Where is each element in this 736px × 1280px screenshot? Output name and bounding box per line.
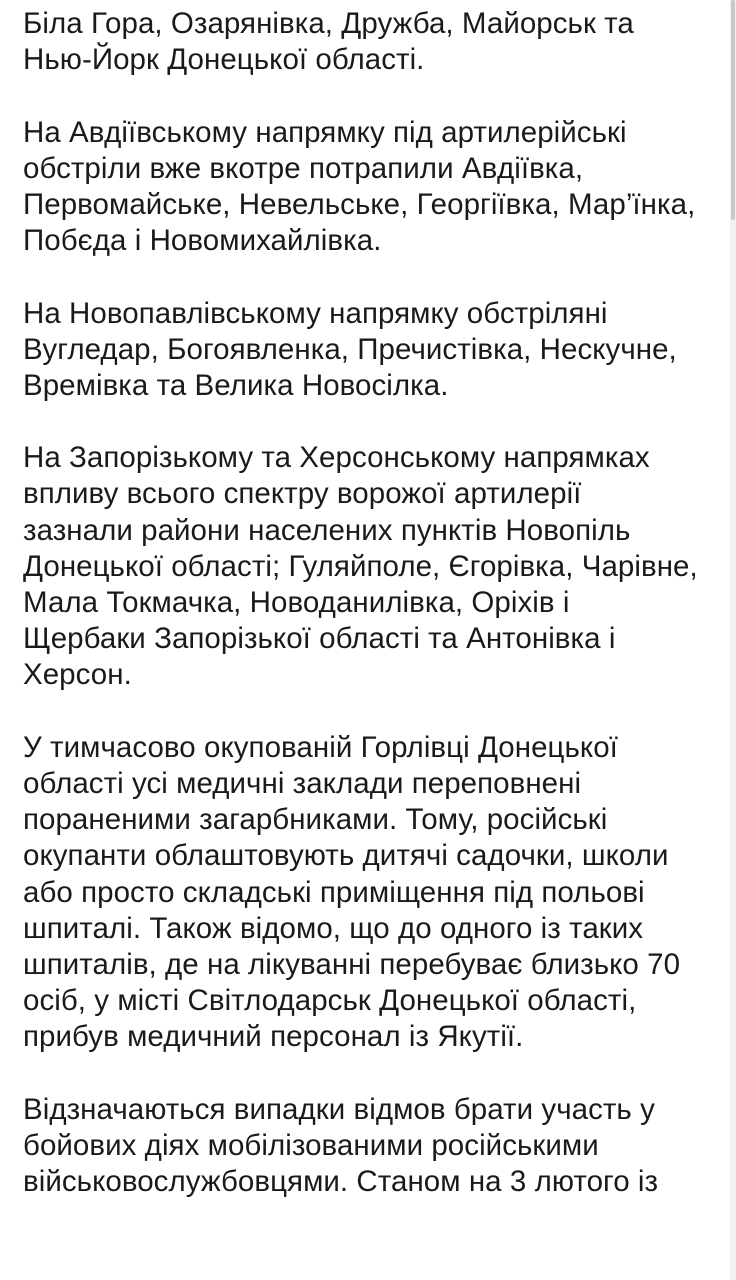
- text-line: Донецької області; Гуляйполе, Єгорівка, Чарівне,: [23, 549, 698, 583]
- text-line: Нью-Йорк Донецької області.: [23, 43, 425, 77]
- text-line: впливу всього спектру ворожої артилерії: [23, 477, 582, 511]
- scrollbar-thumb[interactable]: [731, 0, 735, 220]
- text-line: шпиталі. Також відомо, що до одного із таких: [23, 911, 644, 945]
- paragraph-horlivka-hospitals: [23, 730, 731, 1056]
- text-line: зазнали райони населених пунктів Новопіль: [23, 513, 631, 547]
- text-line: шпиталів, де на лікуванні перебуває близько 70: [23, 947, 681, 981]
- text-line: У тимчасово окупованій Горлівці Донецької: [23, 730, 618, 764]
- text-line: На Запорізькому та Херсонському напрямках: [23, 441, 650, 475]
- text-line: Мала Токмачка, Новоданилівка, Оріхів і: [23, 586, 570, 619]
- paragraph-zaporizhzhia-kherson-directions: [23, 440, 731, 693]
- paragraph-avdiivka-direction: [23, 115, 731, 260]
- text-line: військовослужбовцями. Станом на 3 лютого із: [23, 1165, 659, 1198]
- text-line: Відзначаються випадки відмов брати участь у: [23, 1092, 655, 1126]
- paragraph-donetsk-villages: [23, 6, 731, 78]
- paragraph-refusals: [23, 1092, 731, 1201]
- text-line: На Новопавлівському напрямку обстріляні: [23, 296, 608, 330]
- text-line: Щербаки Запорізької області та Антонівка і: [23, 622, 616, 656]
- text-line: осіб, у місті Світлодарськ Донецької області,: [23, 984, 637, 1018]
- text-line: пораненими загарбниками. Тому, російські: [23, 803, 608, 837]
- text-line: обстріли вже вкотре потрапили Авдіївка,: [23, 151, 584, 185]
- text-line: Побєда і Новомихайлівка.: [23, 224, 382, 258]
- text-line: області усі медичні заклади переповнені: [23, 766, 582, 800]
- text-line: Первомайське, Невельське, Георгіївка, Мар’їнка,: [23, 187, 696, 221]
- paragraph-novopavlivka-direction: [23, 296, 731, 405]
- text-line: окупанти облаштовують дитячі садочки, школи: [23, 839, 669, 873]
- text-line: Вугледар, Богоявленка, Пречистівка, Нескучне,: [23, 332, 677, 366]
- text-line: бойових діях мобілізованими російськими: [23, 1128, 599, 1162]
- text-line: Біла Гора, Озарянівка, Дружба, Майорськ та: [23, 7, 634, 40]
- text-line: На Авдіївському напрямку під артилерійські: [23, 115, 627, 149]
- text-line: Времівка та Велика Новосілка.: [23, 368, 449, 402]
- article-body: [23, 6, 731, 1236]
- text-line: Херсон.: [23, 658, 132, 692]
- text-line: прибув медичний персонал із Якутії.: [23, 1020, 524, 1054]
- text-line: або просто складські приміщення під польові: [23, 875, 645, 909]
